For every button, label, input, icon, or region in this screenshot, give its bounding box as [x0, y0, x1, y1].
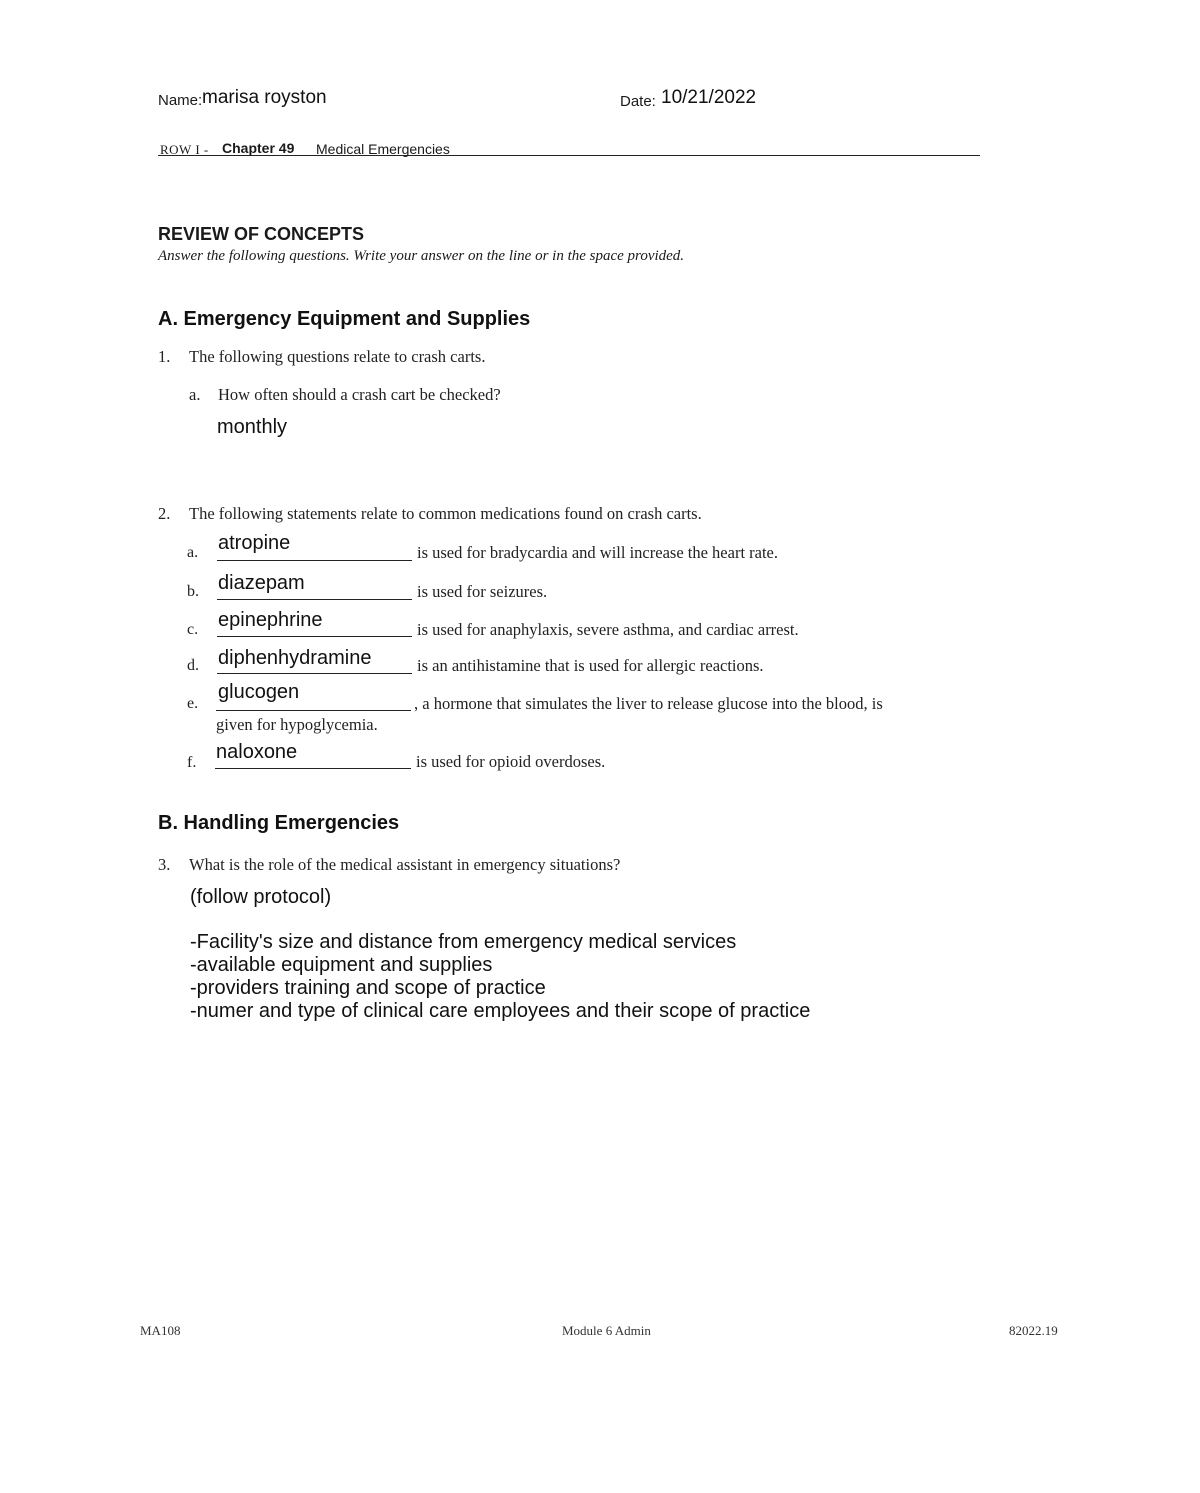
section-a-title: A. Emergency Equipment and Supplies [158, 308, 531, 330]
name-label: Name: [158, 92, 203, 109]
name-field[interactable]: marisa royston [202, 87, 327, 108]
q2e-letter: e. [187, 695, 199, 712]
q2f-blank-line [215, 768, 411, 769]
footer-course: MA108 [140, 1323, 181, 1338]
q2e-text: , a hormone that simulates the liver to release glucose into the blood, is [414, 694, 883, 713]
q2c-text: is used for anaphylaxis, severe asthma, and cardiac arrest. [417, 620, 799, 639]
q2e-blank-line [216, 710, 411, 711]
q2a-text: is used for bradycardia and will increase the heart rate. [417, 543, 779, 562]
q1a-text: How often should a crash cart be checked? [218, 385, 501, 404]
q2b-text: is used for seizures. [417, 582, 548, 601]
q2a-answer[interactable]: atropine [218, 532, 291, 554]
q2d-text: is an antihistamine that is used for allergic reactions. [417, 656, 764, 675]
q3-answer-line-2: -Facility's size and distance from emergency medical services [190, 931, 737, 953]
q1-number: 1. [158, 347, 171, 366]
q2a-blank-line [217, 560, 412, 561]
q3-answer-line-4: -providers training and scope of practice [190, 977, 546, 999]
q2a-letter: a. [187, 544, 199, 561]
section-b-title: B. Handling Emergencies [158, 812, 400, 834]
review-instructions: Answer the following questions. Write your answer on the line or in the space provided. [158, 248, 685, 264]
q2e-text-continued: given for hypoglycemia. [216, 715, 378, 734]
q2b-blank-line [217, 599, 412, 600]
chapter-number: Chapter 49 [222, 140, 295, 156]
q2c-letter: c. [187, 621, 199, 638]
q3-number: 3. [158, 855, 171, 874]
header-rule [158, 155, 980, 156]
footer-code: 82022.19 [1009, 1323, 1058, 1338]
footer-module: Module 6 Admin [562, 1323, 651, 1338]
q1a-letter: a. [189, 385, 201, 404]
q2b-answer[interactable]: diazepam [218, 572, 305, 594]
q2-text: The following statements relate to common medications found on crash carts. [189, 504, 702, 523]
row-label: ROW I - [160, 142, 209, 157]
chapter-title: Medical Emergencies [316, 141, 450, 157]
q2c-blank-line [217, 636, 412, 637]
date-label: Date: [620, 93, 656, 110]
q2b-letter: b. [187, 583, 199, 600]
review-title: REVIEW OF CONCEPTS [158, 224, 365, 244]
q3-answer-line-5: -numer and type of clinical care employees and their scope of practice [190, 1000, 811, 1022]
q2f-letter: f. [187, 754, 197, 771]
q2-number: 2. [158, 504, 171, 523]
q3-text: What is the role of the medical assistant in emergency situations? [189, 855, 621, 874]
date-field[interactable]: 10/21/2022 [661, 87, 757, 108]
q2d-answer[interactable]: diphenhydramine [218, 647, 372, 669]
q2e-answer[interactable]: glucogen [218, 681, 300, 703]
q2c-answer[interactable]: epinephrine [218, 609, 323, 631]
q2f-answer[interactable]: naloxone [216, 741, 298, 763]
q1-text: The following questions relate to crash carts. [189, 347, 486, 366]
q2d-blank-line [217, 673, 412, 674]
q2f-text: is used for opioid overdoses. [416, 752, 606, 771]
q2d-letter: d. [187, 657, 199, 674]
q1a-answer[interactable]: monthly [217, 416, 288, 438]
q3-answer-line-1: (follow protocol) [190, 886, 332, 908]
q3-answer-line-3: -available equipment and supplies [190, 954, 493, 976]
